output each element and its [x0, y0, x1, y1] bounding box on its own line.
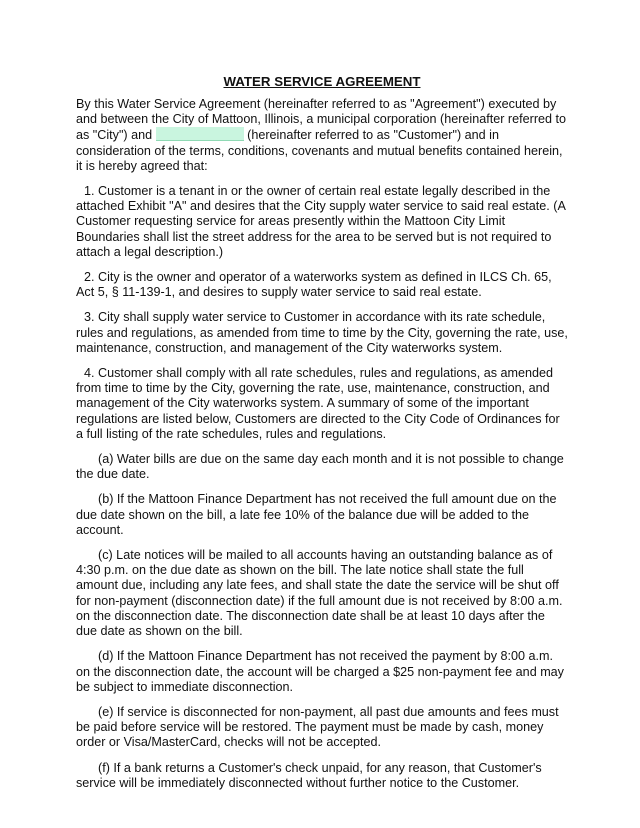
subclause-b: (b) If the Mattoon Finance Department has not received the full amount due on the due date shown on the bill, a late fee 10% of the balance due will be added to the account. [76, 492, 557, 537]
subclause-c: (c) Late notices will be mailed to all accounts having an outstanding balance as of 4:30 p.m. on the due date as shown on the bill. The late notice shall state the full amount due, including any late fees, and shall state the date the service will be shut off for non-payment (disconnection date) if the full amount due is not received by 8:00 a.m. on the disconnection date. The disconnection date shall be at least 10 days after the due date as shown on the bill. [76, 548, 563, 639]
subclause-e: (e) If service is disconnected for non-payment, all past due amounts and fees must be paid before service will be restored. The payment must be made by cash, money order or Visa/MasterCard, checks will not be accepted. [76, 704, 559, 750]
clause-4: 4. Customer shall comply with all rate schedules, rules and regulations, as amended from time to time by the City, governing the rate, use, maintenance, construction, and management of the City waterworks system. A summary of some of the important regulations are listed below, Customers are directed to the City Code of Ordinances for a full listing of the rate schedules, rules and regulations. [76, 366, 560, 441]
subclause-a: (a) Water bills are due on the same day each month and it is not possible to change the due date. [76, 452, 564, 482]
document-title: WATER SERVICE AGREEMENT [223, 74, 421, 89]
subclause-f: (f) If a bank returns a Customer's check unpaid, for any reason, that Customer's service will be immediately disconnected without further notice to the Customer. [76, 760, 542, 790]
intro-text-part2: (hereinafter referred to as "Customer") and in consideration of the terms, conditions, covenants and mutual benefits contained herein, it is hereby agreed that: [76, 128, 563, 173]
intro-text-part1: By this Water Service Agreement (hereinafter referred to as "Agreement") executed by and between the City of Mattoon, Illinois, a municipal corporation (hereinafter referred to as "City") and [76, 97, 567, 143]
subclause-d: (d) If the Mattoon Finance Department has not received the payment by 8:00 a.m. on the disconnection date, the account will be charged a $25 non-payment fee and may be subject to immediate disconnection. [76, 649, 564, 694]
clause-2: 2. City is the owner and operator of a waterworks system as defined in ILCS Ch. 65, Act 5, § 11-139-1, and desires to supply water service to said real estate. [76, 270, 552, 300]
intro-paragraph [76, 97, 568, 174]
clause-1: 1. Customer is a tenant in or the owner of certain real estate legally described in the attached Exhibit "A" and desires that the City supply water service to said real estate. (A Customer requesting service for areas presently within the Mattoon City Limit Boundaries shall list the street address for the area to be served but is not required to attach a legal description.) [76, 184, 566, 259]
customer-name-field[interactable] [156, 127, 244, 141]
clause-3: 3. City shall supply water service to Customer in accordance with its rate schedule, rules and regulations, as amended from time to time by the City, governing the rate, use, maintenance, construction, and management of the City waterworks system. [76, 310, 568, 355]
